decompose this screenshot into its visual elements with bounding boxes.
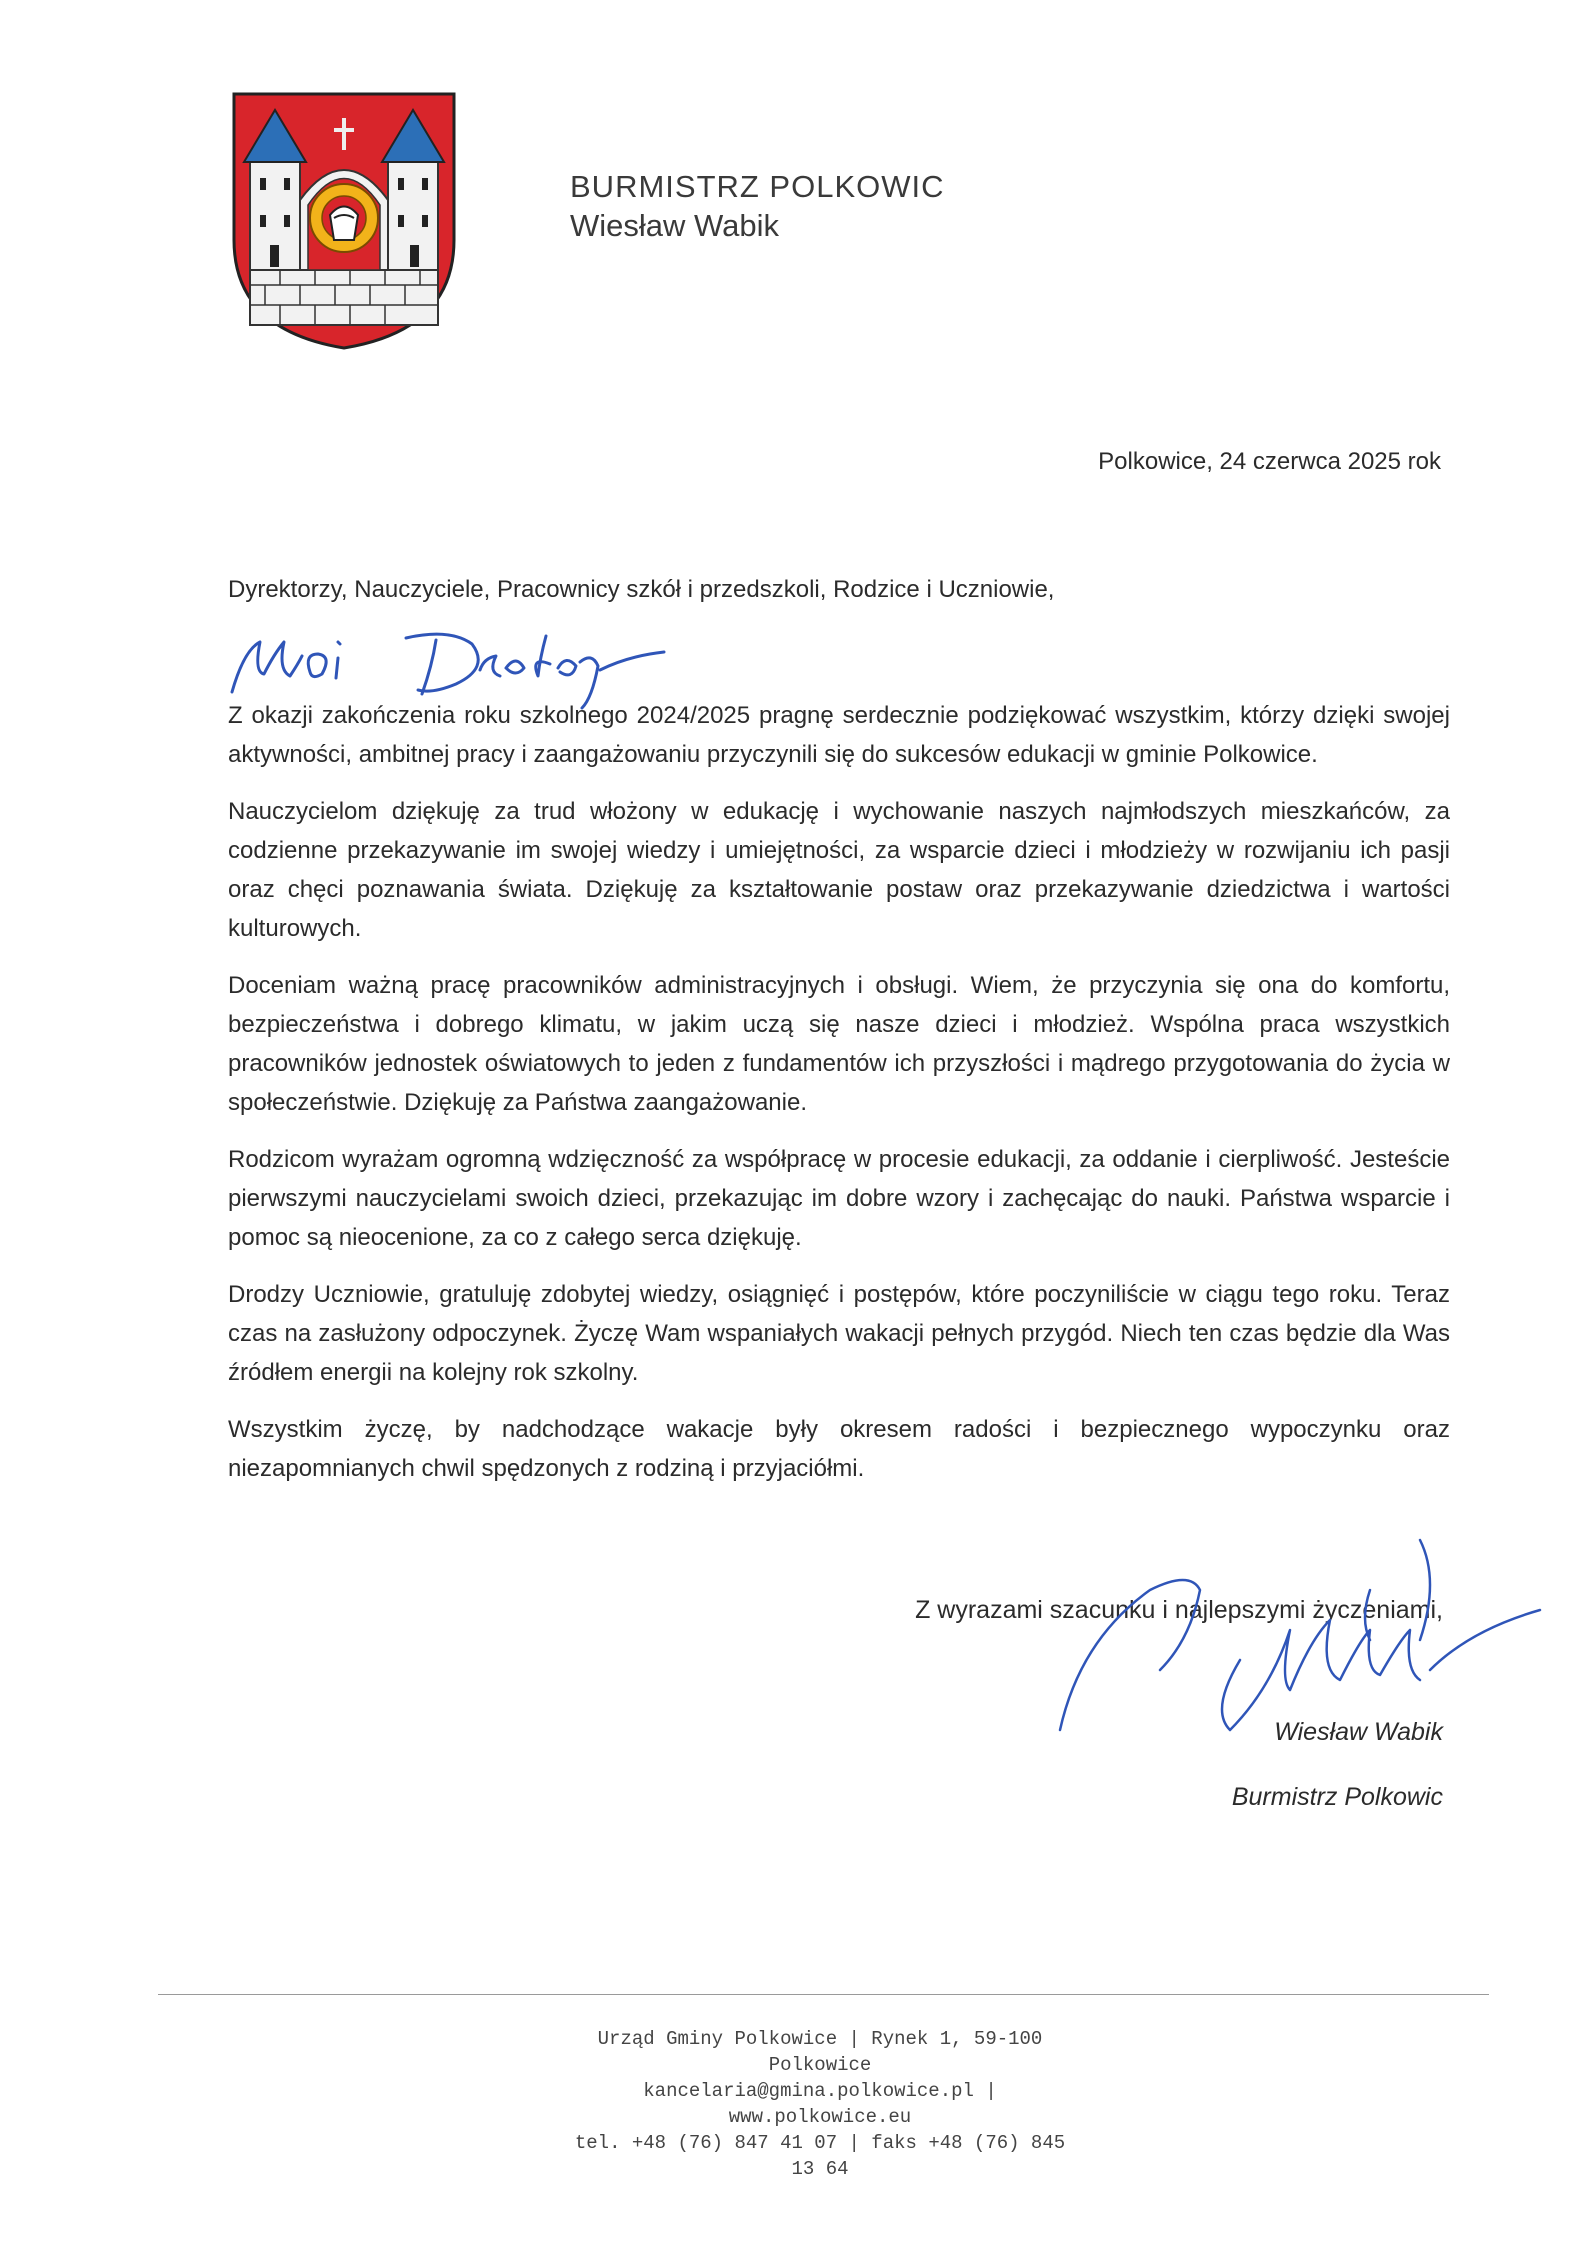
- footer-website-link[interactable]: www.polkowice.eu: [728, 2106, 912, 2128]
- footer-contact: [520, 2026, 1120, 2182]
- paragraph: Wszystkim życzę, by nadchodzące wakacje były okresem radości i bezpiecznego wypoczynku oraz niezapomnianych chwil spędzonych z rodziną i przyjaciółmi.: [228, 1416, 1450, 1482]
- paragraph: Doceniam ważną pracę pracowników administracyjnych i obsługi. Wiem, że przyczynia się ona do komfortu, bezpieczeństwa i dobrego klimatu, w jakim uczą się nasze dzieci i młodzież. Wspólna praca wszystkich pracowników jednostek oświatowych to jeden z fundamentów ich przyszłości i mądrego przygotowania do życia w społeczeństwie. Dziękuję za Państwa zaangażowanie.: [228, 972, 1450, 1116]
- paragraph: Rodzicom wyrażam ogromną wdzięczność za współpracę w procesie edukacji, za oddanie i cierpliwość. Jesteście pierwszymi nauczycielami swoich dzieci, przekazując im dobre wzory i zachęcając do nauki. Państwa wsparcie i pomoc są nieocenione, za co z całego serca dziękuję.: [228, 1146, 1450, 1251]
- paragraph: Nauczycielom dziękuję za trud włożony w edukację i wychowanie naszych najmłodszych mieszkańców, za codzienne przekazywanie im swojej wiedzy i umiejętności, za wsparcie dzieci i młodzieży w rozwijaniu ich pasji oraz chęci poznawania świata. Dziękuję za kształtowanie postaw oraz przekazywanie dziedzictwa i wartości kulturowych.: [228, 798, 1450, 942]
- footer-line: Polkowice: [768, 2054, 872, 2076]
- footer-email-link[interactable]: kancelaria@gmina.polkowice.pl |: [643, 2080, 997, 2102]
- footer-line: Urząd Gminy Polkowice | Rynek 1, 59-100: [597, 2028, 1043, 2050]
- paragraph: Drodzy Uczniowie, gratuluję zdobytej wiedzy, osiągnięć i postępów, które poczyniliście w ciągu tego roku. Teraz czas na zasłużony odpoczynek. Życzę Wam wspaniałych wakacji pełnych przygód. Niech ten czas będzie dla Was źródłem energii na kolejny rok szkolny.: [228, 1281, 1450, 1386]
- office-holder-name: Wiesław Wabik: [570, 208, 779, 243]
- letter-body: [228, 696, 1450, 1506]
- closing-formula: Z wyrazami szacunku i najlepszymi życzeniami,: [915, 1596, 1443, 1624]
- signer-name: Wiesław Wabik: [1274, 1718, 1443, 1746]
- paragraph: Z okazji zakończenia roku szkolnego 2024/2025 pragnę serdecznie podziękować wszystkim, którzy dzięki swojej aktywności, ambitnej pracy i zaangażowaniu przyczynili się do sukcesów edukacji w gminie Polkowice.: [228, 702, 1450, 768]
- office-title: BURMISTRZ POLKOWIC: [570, 169, 945, 204]
- letter-date: Polkowice, 24 czerwca 2025 rok: [1098, 448, 1441, 475]
- coat-of-arms-logo: [230, 90, 458, 352]
- footer-divider: [158, 1994, 1489, 1995]
- letterhead: [570, 168, 945, 246]
- footer-line: 13 64: [791, 2158, 849, 2180]
- handwritten-signature-image: [1040, 1520, 1587, 1750]
- salutation: Dyrektorzy, Nauczyciele, Pracownicy szkół i przedszkoli, Rodzice i Uczniowie,: [228, 576, 1055, 603]
- footer-line: tel. +48 (76) 847 41 07 | faks +48 (76) 845: [574, 2132, 1066, 2154]
- signer-title: Burmistrz Polkowic: [1231, 1783, 1443, 1811]
